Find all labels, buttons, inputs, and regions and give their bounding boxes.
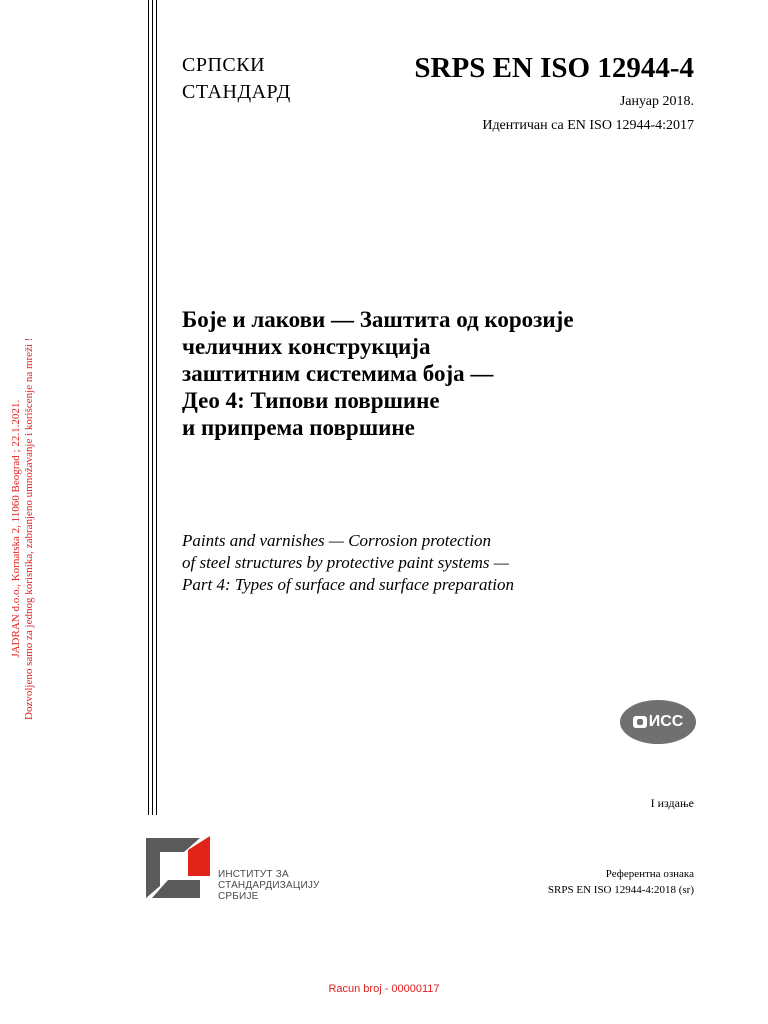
institute-name-line: СТАНДАРДИЗАЦИЈУ: [218, 880, 320, 891]
standard-type-label: [182, 52, 291, 106]
left-rule: [152, 0, 153, 815]
institute-name-line: СРБИЈЕ: [218, 891, 259, 902]
title-english-line: Part 4: Types of surface and surface preparation: [182, 575, 514, 594]
institute-name: [218, 869, 320, 902]
title-serbian-line: и припрема површине: [182, 415, 415, 440]
receipt-number: Racun broj - 00000117: [328, 983, 440, 995]
title-english: [182, 530, 514, 596]
title-serbian-line: Боје и лакови — Заштита од корозије: [182, 307, 574, 332]
title-serbian: [182, 306, 574, 441]
standard-type-line2: СТАНДАРД: [182, 81, 291, 103]
institute-name-line: ИНСТИТУТ ЗА: [218, 869, 289, 880]
watermark-line: Dozvoljeno samo za jednog korisnika, zabranjeno umnožavanje i korišcenje na mreži !: [23, 337, 35, 720]
left-rule: [148, 0, 149, 815]
iss-logo: [620, 700, 696, 744]
title-english-line: of steel structures by protective paint systems —: [182, 553, 509, 572]
title-serbian-line: заштитним системима боја —: [182, 361, 494, 386]
title-serbian-line: челичних конструкција: [182, 334, 431, 359]
title-serbian-line: Део 4: Типови површине: [182, 388, 440, 413]
reference-label: Референтна ознака: [605, 868, 694, 880]
standard-type-line1: СРПСКИ: [182, 54, 266, 76]
reference-code: SRPS EN ISO 12944-4:2018 (sr): [547, 884, 694, 896]
iss-logo-text: ИСС: [648, 713, 684, 730]
standard-code: SRPS EN ISO 12944-4: [414, 52, 694, 84]
identical-with: Идентичан са EN ISO 12944-4:2017: [482, 118, 694, 133]
title-english-line: Paints and varnishes — Corrosion protection: [182, 531, 491, 550]
left-rule: [156, 0, 157, 815]
iss-logo-icon: [633, 716, 647, 728]
license-watermark: [10, 338, 36, 720]
watermark-line: JADRAN d.o.o., Kornatska 2, 11060 Beograd ; 22.1.2021.: [10, 399, 22, 658]
institute-logo-icon: [144, 836, 214, 900]
publication-date: Јануар 2018.: [619, 94, 694, 109]
edition-label: I издање: [650, 796, 694, 810]
